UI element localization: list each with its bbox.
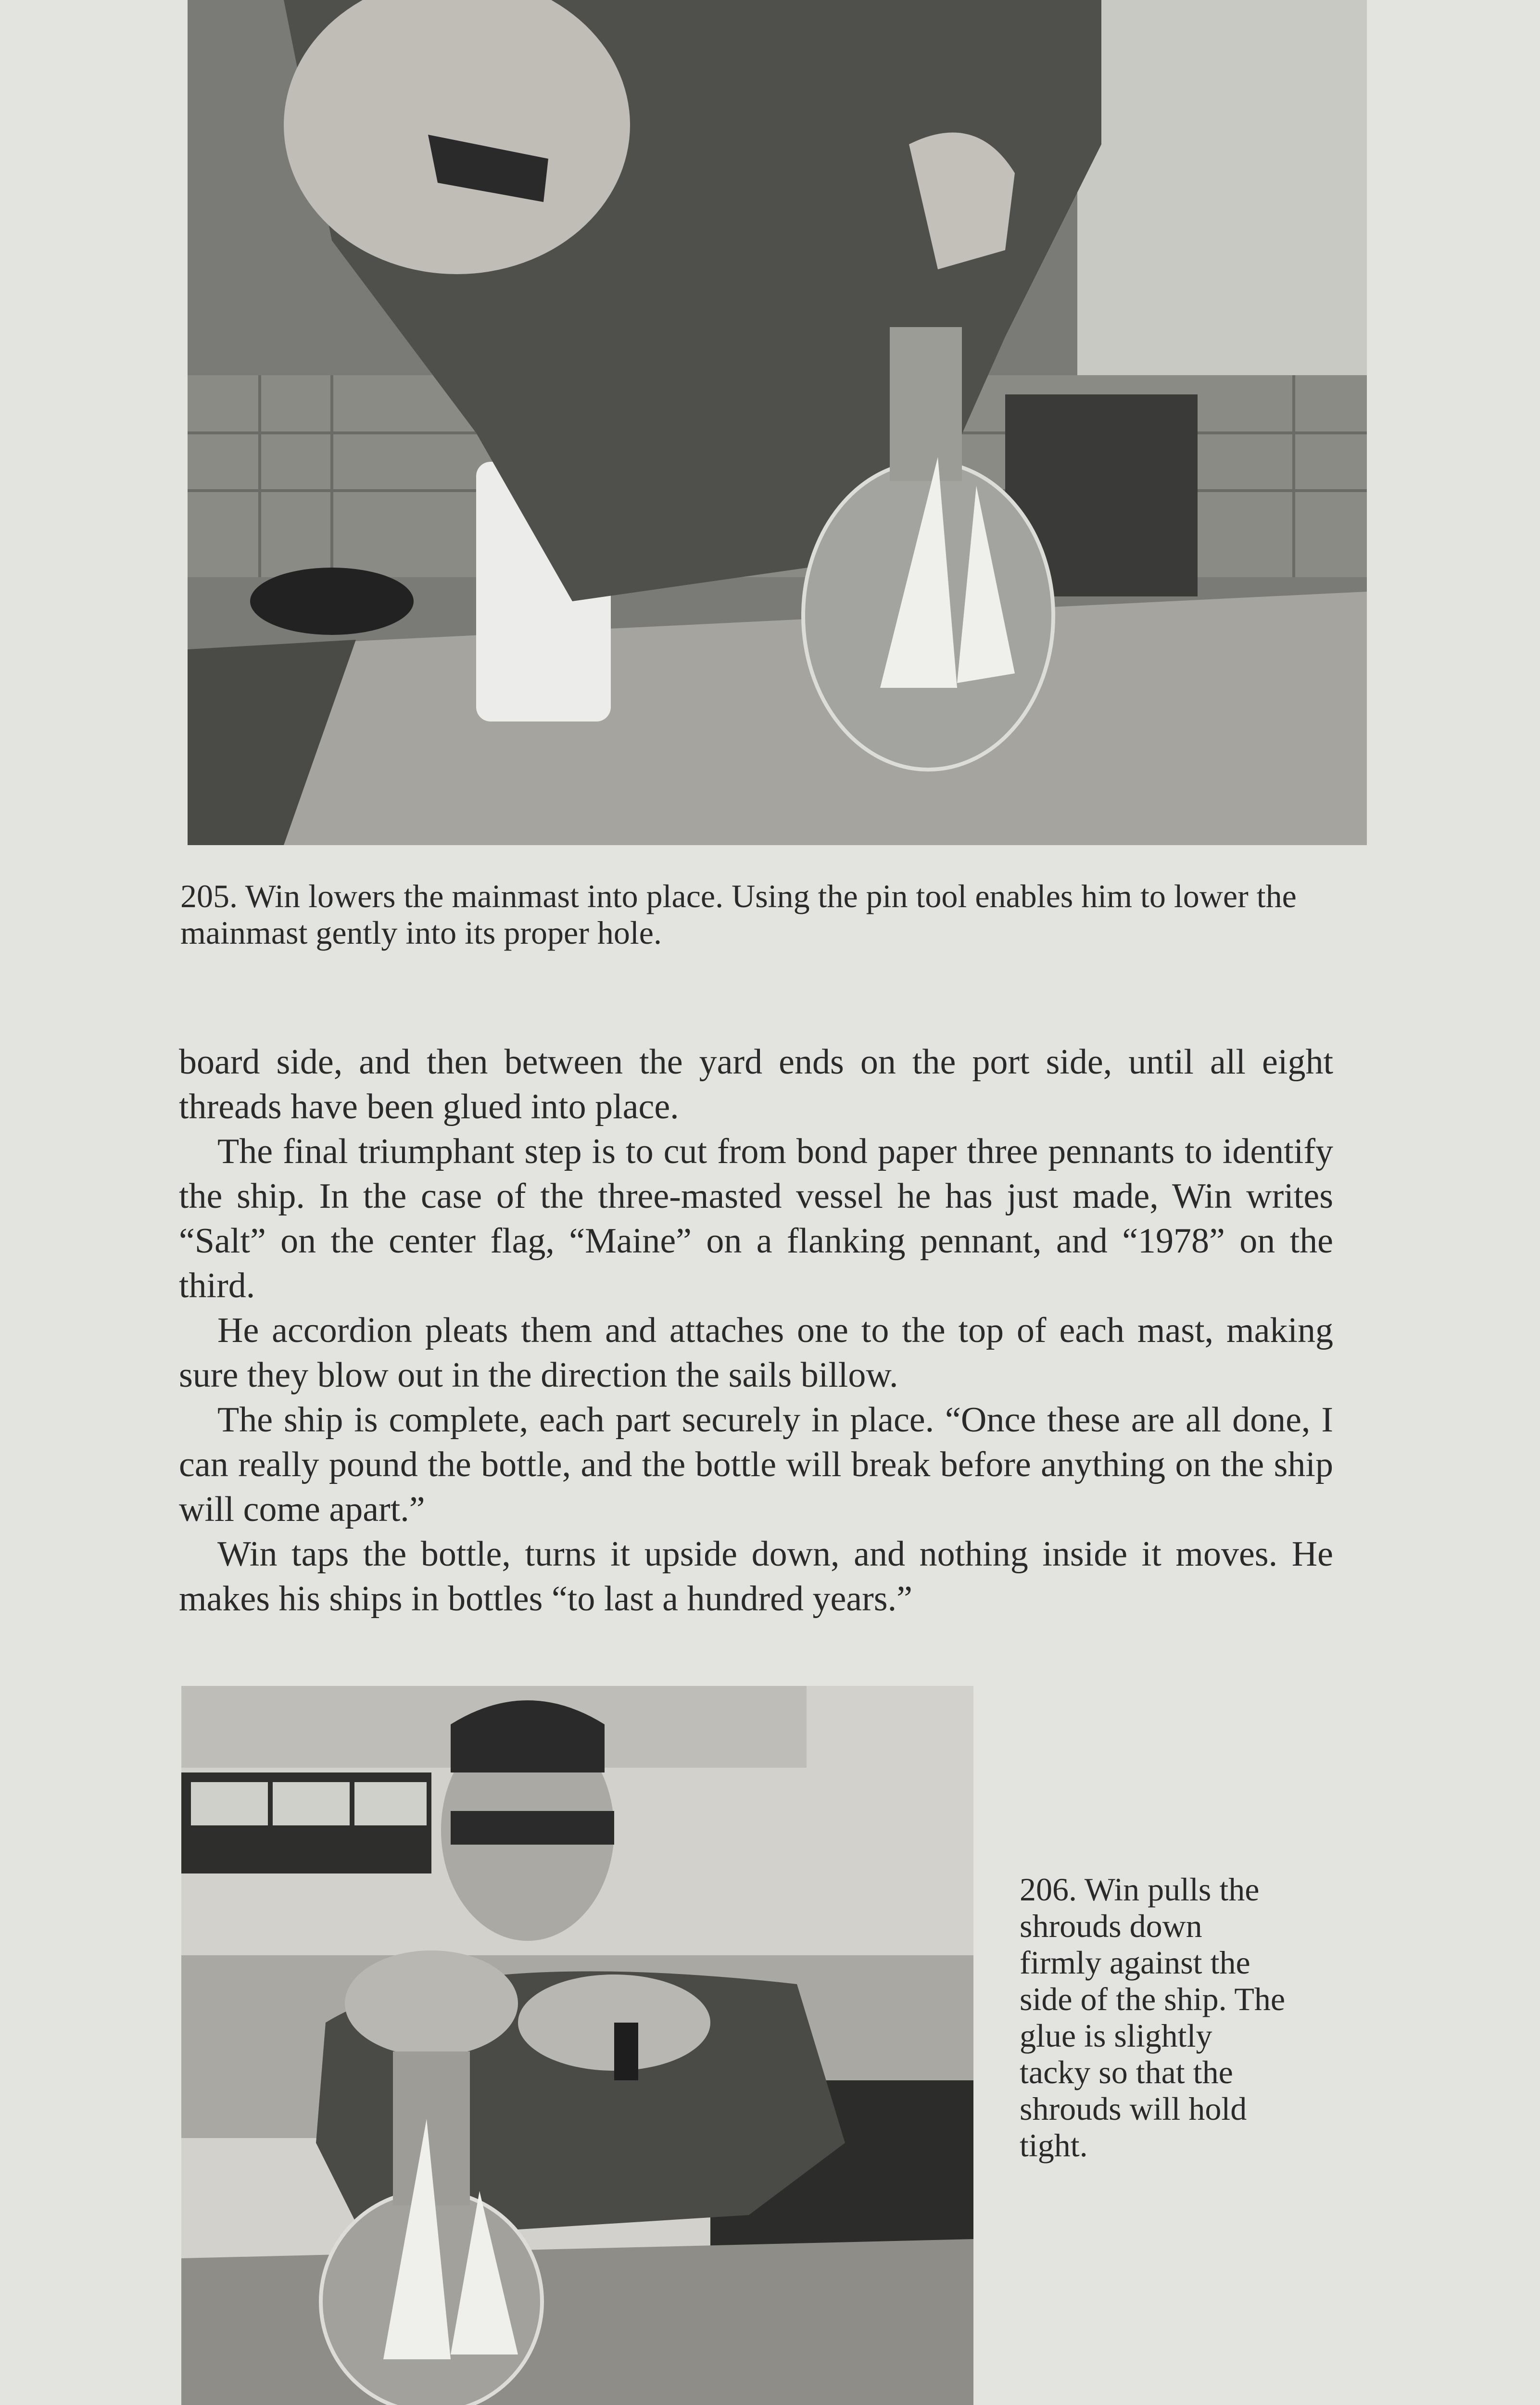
- paragraph: board side, and then between the yard ends on the port side, until all eight threads have been glued into place.: [179, 1042, 1333, 1127]
- caption-206: 206. Win pulls the shrouds down firmly against the side of the ship. The glue is slightly tacky so that the shrouds will hold tight.: [1020, 1871, 1286, 2164]
- paragraph: The final triumphant step is to cut from bond paper three pennants to identify the ship. In the case of the three-masted vessel he has just made, Win writes “Salt” on the center flag, “Maine” on a flanking pennant, and “1978” on the third.: [179, 1132, 1333, 1305]
- paragraph: The ship is complete, each part securely in place. “Once these are all done, I can really pound the bottle, and the bottle will break before anything on the ship will come apart.”: [179, 1400, 1333, 1529]
- caption-205: 205. Win lowers the mainmast into place. Using the pin tool enables him to lower the mainmast gently into its proper hole.: [180, 878, 1297, 951]
- body-text: [179, 1040, 1333, 1621]
- photo-205: [188, 0, 1367, 845]
- paragraph: Win taps the bottle, turns it upside down, and nothing inside it moves. He makes his ships in bottles “to last a hundred years.”: [179, 1534, 1333, 1619]
- paragraph: He accordion pleats them and attaches one to the top of each mast, making sure they blow out in the direction the sails billow.: [179, 1311, 1333, 1395]
- photo-206: [181, 1686, 973, 2405]
